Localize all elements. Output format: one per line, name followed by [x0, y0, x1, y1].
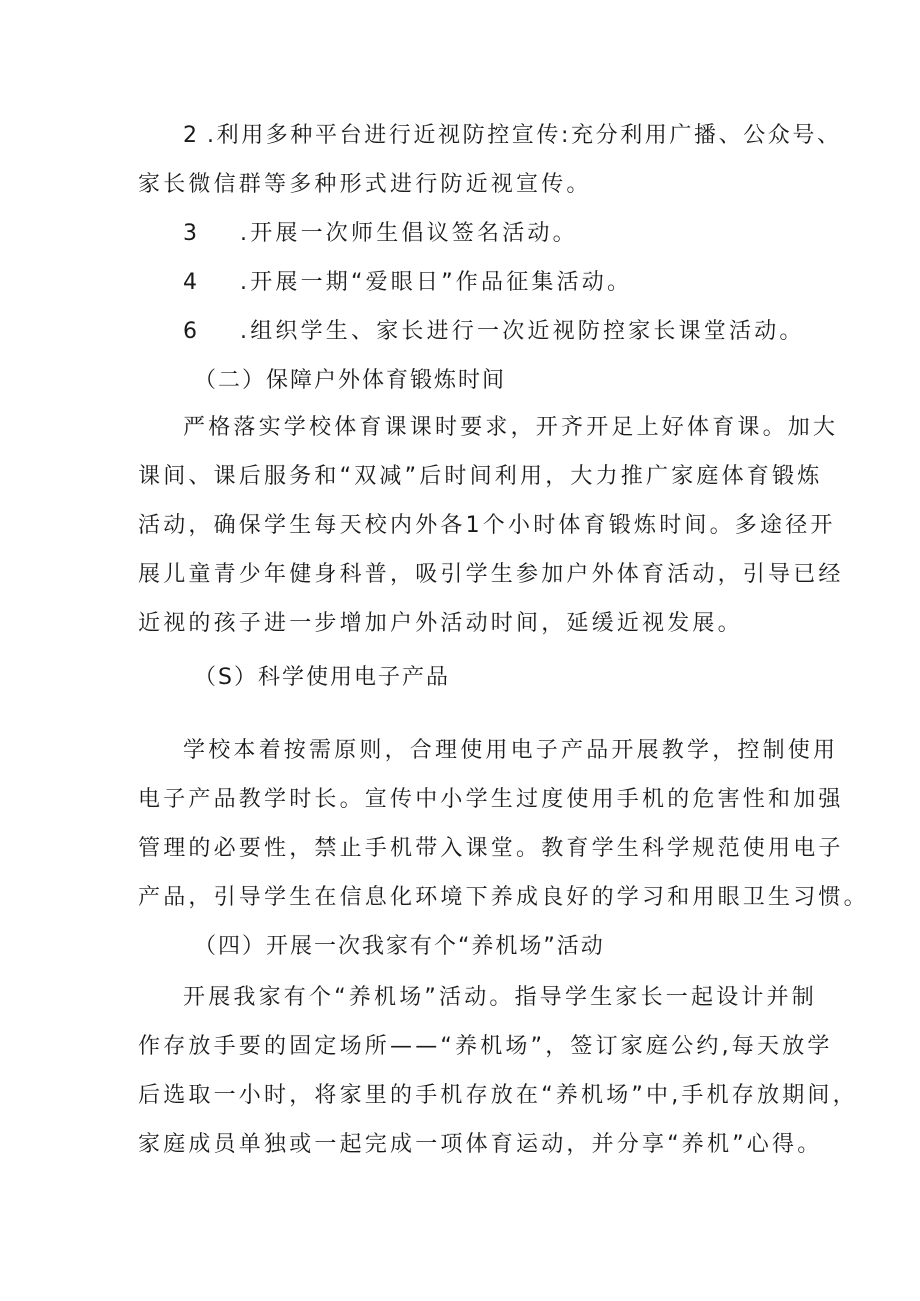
section-heading: （S）科学使用电子产品 [194, 665, 450, 690]
paragraph-line: 课间、课后服务和“双减”后时间利用，大力推广家庭体育锻炼 [138, 464, 823, 489]
paragraph-line: 学校本着按需原则，合理使用电子产品开展教学，控制使用 [183, 738, 839, 763]
list-item-text: .开展一次师生倡议签名活动。 [240, 221, 578, 246]
paragraph-line: 产品，引导学生在信息化环境下养成良好的学习和用眼卫生习惯。 [138, 885, 869, 910]
list-item-text: .组织学生、家长进行一次近视防控家长课堂活动。 [240, 319, 805, 344]
paragraph-line: 严格落实学校体育课课时要求，开齐开足上好体育课。加大 [183, 415, 839, 440]
list-item-text: .开展一期“爱眼日”作品征集活动。 [240, 270, 633, 295]
list-item-text: .利用多种平台进行近视防控宣传:充分利用广播、公众号、 [207, 123, 842, 148]
section-heading: （四）开展一次我家有个“养机场”活动 [194, 934, 605, 959]
section-heading: （二）保障户外体育锻炼时间 [194, 368, 507, 393]
paragraph-line: 展儿童青少年健身科普，吸引学生参加户外体育活动，引导已经 [138, 562, 844, 587]
list-number: 4 [183, 270, 197, 295]
list-item-text: 家长微信群等多种形式进行防近视宣传。 [138, 172, 592, 197]
list-number: 6 [183, 319, 197, 344]
paragraph-line: 电子产品教学时长。宣传中小学生过度使用手机的危害性和加强 [138, 787, 844, 812]
paragraph-line: 管理的必要性，禁止手机带入课堂。教育学生科学规范使用电子 [138, 836, 844, 861]
paragraph-line: 开展我家有个“养机场”活动。指导学生家长一起设计并制 [183, 985, 817, 1010]
paragraph-line: 近视的孩子进一步增加户外活动时间，延缓近视发展。 [138, 611, 743, 636]
paragraph-line: 活动，确保学生每天校内外各1个小时体育锻炼时间。多途径开 [138, 513, 836, 538]
paragraph-line: 家庭成员单独或一起完成一项体育运动，并分享“养机”心得。 [138, 1132, 823, 1157]
list-number: 3 [183, 221, 197, 246]
paragraph-line: 后选取一小时，将家里的手机存放在“养机场”中,手机存放期间， [138, 1083, 858, 1108]
list-number: 2 [183, 123, 197, 148]
paragraph-line: 作存放手要的固定场所——“养机场”，签订家庭公约,每天放学 [138, 1034, 833, 1059]
